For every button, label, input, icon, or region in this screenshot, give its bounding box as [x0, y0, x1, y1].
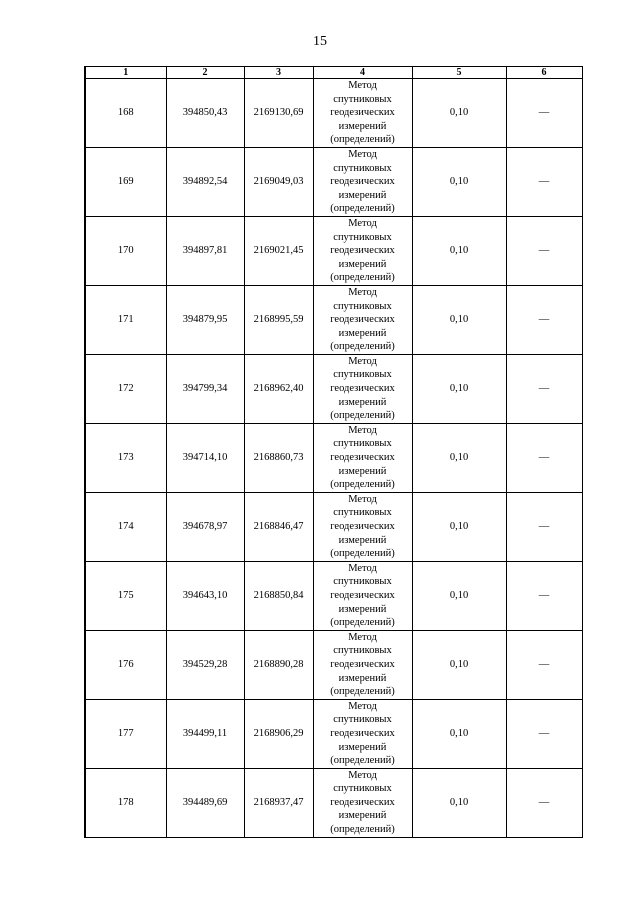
method-line: измерений — [338, 672, 387, 684]
method-line: геодезических — [330, 727, 395, 739]
method-line: спутниковых — [333, 714, 392, 726]
method-line: спутниковых — [333, 369, 392, 381]
table-row — [85, 79, 582, 148]
method-line: Метод — [348, 493, 377, 505]
header-col-1: 1 — [85, 67, 166, 79]
point-number-cell: 173 — [85, 423, 166, 492]
method-line: Метод — [348, 424, 377, 436]
method-cell — [313, 630, 412, 699]
method-line: измерений — [338, 465, 387, 477]
note-cell: — — [506, 492, 582, 561]
method-line: Метод — [348, 355, 377, 367]
method-line: геодезических — [330, 658, 395, 670]
point-number-cell: 178 — [85, 768, 166, 837]
x-coordinate-cell: 394714,10 — [166, 423, 244, 492]
method-line: (определений) — [330, 203, 395, 215]
note-cell: — — [506, 423, 582, 492]
method-line: (определений) — [330, 272, 395, 284]
y-coordinate-cell: 2168846,47 — [244, 492, 313, 561]
method-line: Метод — [348, 631, 377, 643]
table-row — [85, 699, 582, 768]
point-number-cell: 169 — [85, 147, 166, 216]
method-line: геодезических — [330, 314, 395, 326]
header-col-3: 3 — [244, 67, 313, 79]
method-line: спутниковых — [333, 645, 392, 657]
accuracy-cell: 0,10 — [412, 699, 506, 768]
accuracy-cell: 0,10 — [412, 79, 506, 148]
point-number-cell: 177 — [85, 699, 166, 768]
method-cell — [313, 285, 412, 354]
method-line: измерений — [338, 396, 387, 408]
table-row — [85, 285, 582, 354]
point-number-cell: 175 — [85, 561, 166, 630]
note-cell: — — [506, 699, 582, 768]
y-coordinate-cell: 2169021,45 — [244, 216, 313, 285]
note-cell: — — [506, 561, 582, 630]
method-line: (определений) — [330, 824, 395, 836]
method-line: спутниковых — [333, 438, 392, 450]
method-line: спутниковых — [333, 162, 392, 174]
x-coordinate-cell: 394892,54 — [166, 147, 244, 216]
method-cell — [313, 354, 412, 423]
y-coordinate-cell: 2168890,28 — [244, 630, 313, 699]
x-coordinate-cell: 394850,43 — [166, 79, 244, 148]
y-coordinate-cell: 2168995,59 — [244, 285, 313, 354]
y-coordinate-cell: 2168906,29 — [244, 699, 313, 768]
method-line: (определений) — [330, 755, 395, 767]
method-line: Метод — [348, 217, 377, 229]
method-line: Метод — [348, 769, 377, 781]
point-number-cell: 174 — [85, 492, 166, 561]
x-coordinate-cell: 394799,34 — [166, 354, 244, 423]
method-line: спутниковых — [333, 507, 392, 519]
x-coordinate-cell: 394643,10 — [166, 561, 244, 630]
page-number: 15 — [313, 34, 327, 49]
x-coordinate-cell: 394897,81 — [166, 216, 244, 285]
table-body — [85, 79, 582, 838]
accuracy-cell: 0,10 — [412, 216, 506, 285]
x-coordinate-cell: 394529,28 — [166, 630, 244, 699]
method-line: геодезических — [330, 521, 395, 532]
table-row — [85, 768, 582, 837]
point-number-cell: 171 — [85, 285, 166, 354]
point-number-cell: 170 — [85, 216, 166, 285]
note-cell: — — [506, 354, 582, 423]
point-number-cell: 168 — [85, 79, 166, 148]
method-cell — [313, 699, 412, 768]
table-row — [85, 630, 582, 699]
method-line: спутниковых — [333, 783, 392, 795]
accuracy-cell: 0,10 — [412, 768, 506, 837]
method-line: геодезических — [330, 796, 395, 808]
method-line: геодезических — [330, 245, 395, 257]
method-line: измерений — [338, 741, 387, 753]
table-row — [85, 492, 582, 561]
y-coordinate-cell: 2168962,40 — [244, 354, 313, 423]
method-line: геодезических — [330, 452, 395, 464]
method-line: геодезических — [330, 589, 395, 601]
x-coordinate-cell: 394879,95 — [166, 285, 244, 354]
method-line: Метод — [348, 286, 377, 298]
header-col-6: 6 — [506, 67, 582, 79]
accuracy-cell: 0,10 — [412, 561, 506, 630]
point-number-cell: 176 — [85, 630, 166, 699]
method-line: (определений) — [330, 548, 395, 560]
method-line: (определений) — [330, 479, 395, 491]
y-coordinate-cell: 2168937,47 — [244, 768, 313, 837]
method-line: (определений) — [330, 134, 395, 146]
method-line: (определений) — [330, 341, 395, 353]
header-col-4: 4 — [313, 67, 412, 79]
method-line: (определений) — [330, 686, 395, 698]
accuracy-cell: 0,10 — [412, 492, 506, 561]
note-cell: — — [506, 147, 582, 216]
header-col-2: 2 — [166, 67, 244, 79]
y-coordinate-cell: 2169049,03 — [244, 147, 313, 216]
header-col-5: 5 — [412, 67, 506, 79]
method-line: Метод — [348, 80, 377, 91]
x-coordinate-cell: 394678,97 — [166, 492, 244, 561]
method-line: измерений — [338, 534, 387, 546]
method-line: спутниковых — [333, 300, 392, 312]
point-number-cell: 172 — [85, 354, 166, 423]
method-line: спутниковых — [333, 231, 392, 243]
method-cell — [313, 492, 412, 561]
note-cell: — — [506, 79, 582, 148]
x-coordinate-cell: 394489,69 — [166, 768, 244, 837]
method-cell — [313, 216, 412, 285]
method-cell — [313, 423, 412, 492]
method-line: Метод — [348, 700, 377, 712]
coordinates-table — [84, 66, 583, 838]
table-row — [85, 354, 582, 423]
method-line: спутниковых — [333, 93, 392, 105]
method-cell — [313, 561, 412, 630]
method-cell — [313, 147, 412, 216]
method-line: измерений — [338, 189, 387, 201]
table-header-row — [85, 67, 582, 79]
method-cell — [313, 768, 412, 837]
table-row — [85, 216, 582, 285]
method-cell — [313, 79, 412, 148]
method-line: измерений — [338, 810, 387, 822]
method-line: (определений) — [330, 617, 395, 629]
table-row — [85, 423, 582, 492]
method-line: (определений) — [330, 410, 395, 422]
accuracy-cell: 0,10 — [412, 285, 506, 354]
y-coordinate-cell: 2168860,73 — [244, 423, 313, 492]
method-line: спутниковых — [333, 576, 392, 588]
accuracy-cell: 0,10 — [412, 630, 506, 699]
x-coordinate-cell: 394499,11 — [166, 699, 244, 768]
y-coordinate-cell: 2169130,69 — [244, 79, 313, 148]
table-row — [85, 561, 582, 630]
method-line: измерений — [338, 603, 387, 615]
accuracy-cell: 0,10 — [412, 354, 506, 423]
method-line: измерений — [338, 120, 387, 132]
table-row — [85, 147, 582, 216]
note-cell: — — [506, 768, 582, 837]
method-line: Метод — [348, 562, 377, 574]
y-coordinate-cell: 2168850,84 — [244, 561, 313, 630]
method-line: геодезических — [330, 107, 395, 119]
method-line: измерений — [338, 327, 387, 339]
method-line: измерений — [338, 258, 387, 270]
accuracy-cell: 0,10 — [412, 423, 506, 492]
note-cell: — — [506, 285, 582, 354]
accuracy-cell: 0,10 — [412, 147, 506, 216]
method-line: Метод — [348, 148, 377, 160]
note-cell: — — [506, 216, 582, 285]
method-line: геодезических — [330, 383, 395, 395]
note-cell: — — [506, 630, 582, 699]
method-line: геодезических — [330, 176, 395, 188]
